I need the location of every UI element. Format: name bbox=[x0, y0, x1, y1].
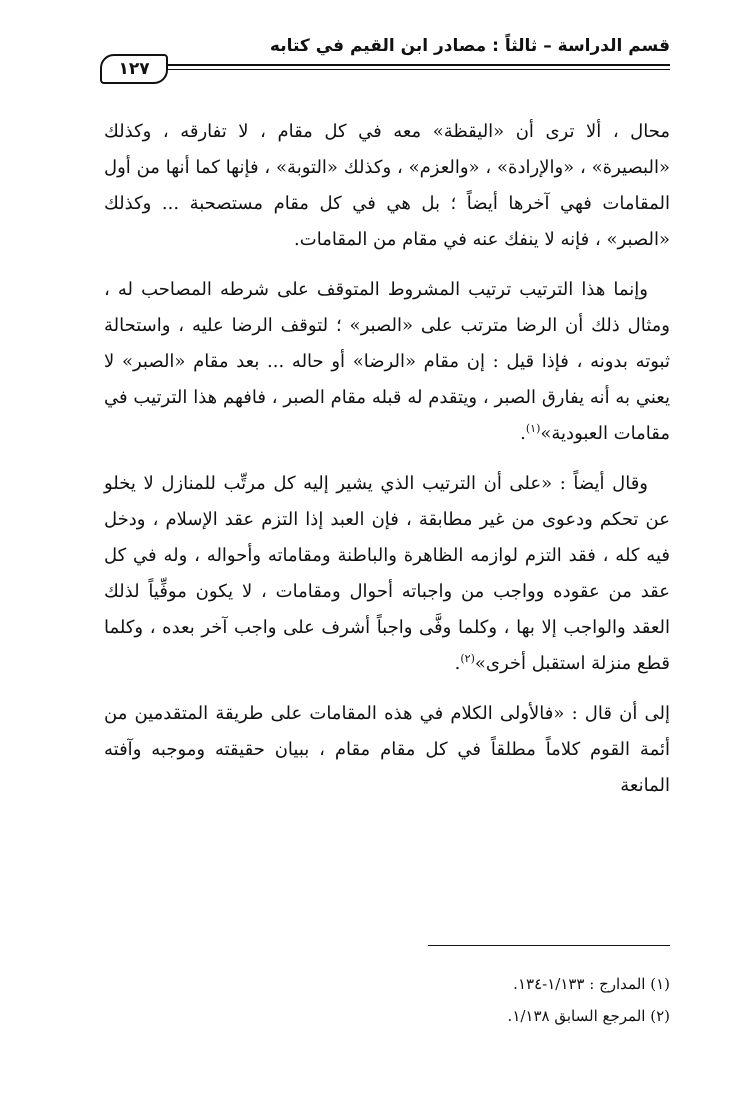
header-rule bbox=[166, 64, 670, 66]
paragraph-2-text: وإنما هذا الترتيب ترتيب المشروط المتوقف على شرطه المصاحب له ، ومثال ذلك أن الرضا مترتب على «الصبر» ؛ لتوقف الرضا عليه ، واستحالة ثبوته بدونه ، فإذا قيل : إن مقام «الرضا» أو حاله ... بعد مقام «الصبر» لا يعني به أنه يفارق الصبر ، ويتقدم له قبله مقام الصبر ، فافهم هذا الترتيب في مقامات العبودية» bbox=[104, 279, 670, 444]
footnotes bbox=[104, 968, 670, 1032]
footnote-ref-2: (٢) bbox=[460, 652, 475, 665]
footnote-1: (١) المدارج : ١/١٣٣-١٣٤. bbox=[513, 975, 670, 993]
footnote-ref-1: (١) bbox=[525, 422, 541, 435]
main-text bbox=[104, 114, 670, 818]
paragraph-4-text: إلى أن قال : «فالأولى الكلام في هذه المقامات على طريقة المتقدمين من أئمة القوم كلاماً مطلقاً في كل مقام مقام ، ببيان حقيقته وموجبه وآفته المانعة bbox=[104, 703, 670, 796]
paragraph-2-end: . bbox=[520, 423, 526, 444]
paragraph-2 bbox=[104, 272, 670, 452]
footnote-2: (٢) المرجع السابق ١/١٣٨. bbox=[507, 1007, 670, 1025]
paragraph-1 bbox=[104, 114, 670, 258]
paragraph-3-end: . bbox=[454, 653, 461, 674]
paragraph-1-text: محال ، ألا ترى أن «اليقظة» معه في كل مقام ، لا تفارقه ، وكذلك «البصيرة» ، «والإرادة» ، «والعزم» ، وكذلك «التوبة» ، فإنها كما أنها من أول المقامات فهي آخرها أيضاً ؛ بل هي في كل مقام مستصحبة ... وكذلك «الصبر» ، فإنه لا ينفك عنه في مقام من المقامات. bbox=[104, 121, 670, 250]
paragraph-3-text: وقال أيضاً : «على أن الترتيب الذي يشير إليه كل مرتِّب للمنازل لا يخلو عن تحكم ودعوى من غير مطابقة ، فإن العبد إذا التزم عقد الإسلام ، ودخل فيه كله ، فقد التزم لوازمه الظاهرة والباطنة ومقاماته وأحواله ، وله في كل عقد من عقوده وواجب من واجباته أحوال ومقامات ، لا يكون موفِّياً لذلك العقد والواجب إلا بها ، وكلما وفَّى واجباً أشرف على واجب آخر بعده ، وكلما قطع منزلة استقبل أخرى» bbox=[104, 473, 670, 674]
header-rule-thin bbox=[166, 69, 670, 70]
paragraph-4 bbox=[104, 696, 670, 804]
running-title: قسم الدراسة – ثالثاً : مصادر ابن القيم في كتابه bbox=[269, 36, 670, 56]
footnote-separator bbox=[428, 945, 670, 946]
page-number: ١٢٧ bbox=[100, 54, 168, 84]
page-header bbox=[100, 34, 670, 88]
paragraph-3 bbox=[104, 466, 670, 682]
